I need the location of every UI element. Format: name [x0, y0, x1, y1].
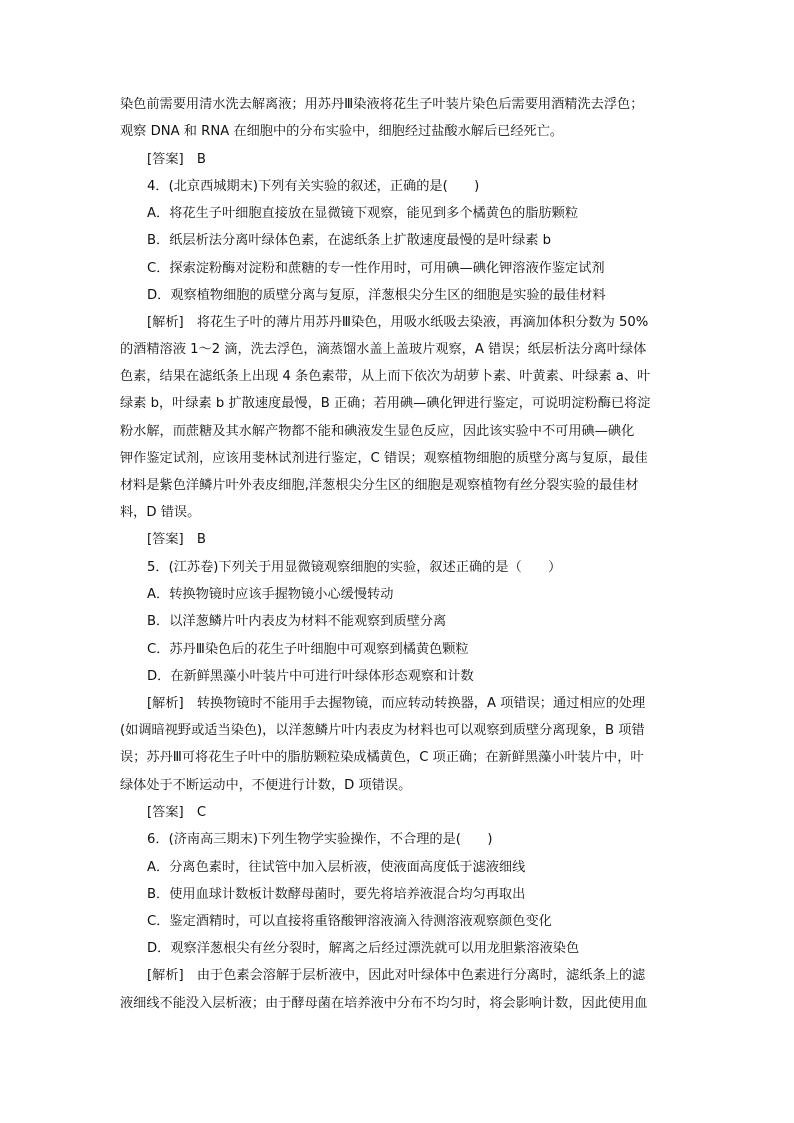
question-stem: 5．(江苏卷)下列关于用显微镜观察细胞的实验，叙述正确的是（ ） [147, 560, 562, 575]
option-d: D．在新鲜黑藻小叶装片中可进行叶绿体形态观察和计数 [147, 669, 474, 684]
answer-label: [答案] B [147, 152, 206, 167]
option-d: D．观察植物细胞的质壁分离与复原，洋葱根尖分生区的细胞是实验的最佳材料 [147, 288, 606, 303]
question-stem: 6．(济南高三期末)下列生物学实验操作，不合理的是( ) [147, 832, 493, 847]
option-b: B．使用血球计数板计数酵母菌时，要先将培养液混合均匀再取出 [147, 887, 526, 902]
analysis-line: 误；苏丹Ⅲ可将花生子叶中的脂肪颗粒染成橘黄色，C 项正确；在新鲜黑藻小叶装片中，叶 [120, 750, 644, 765]
analysis-line: [解析] 由于色素会溶解于层析液中，因此对叶绿体中色素进行分离时，滤纸条上的滤 [147, 968, 646, 983]
analysis-line: 绿体处于不断运动中，不便进行计数，D 项错误。 [120, 778, 412, 793]
option-c: C．探索淀粉酶对淀粉和蔗糖的专一性作用时，可用碘—碘化钾溶液作鉴定试剂 [147, 261, 605, 276]
answer-label: [答案] B [147, 532, 206, 547]
question-stem: 4．(北京西城期末)下列有关实验的叙述，正确的是( ) [147, 179, 480, 194]
option-c: C．鉴定酒精时，可以直接将重铬酸钾溶液滴入待测溶液观察颜色变化 [147, 914, 552, 929]
option-a: A．分离色素时，往试管中加入层析液，使液面高度低于滤液细线 [147, 860, 526, 875]
option-b: B．纸层析法分离叶绿体色素，在滤纸条上扩散速度最慢的是叶绿素 b [147, 233, 552, 248]
analysis-line: 粉水解，而蔗糖及其水解产物都不能和碘液发生显色反应，因此该实验中不可用碘—碘化 [120, 424, 635, 439]
analysis-line: [解析] 转换物镜时不能用手去握物镜，而应转动转换器，A 项错误；通过相应的处理 [147, 696, 646, 711]
option-c: C．苏丹Ⅲ染色后的花生子叶细胞中可观察到橘黄色颗粒 [147, 642, 469, 657]
analysis-line: 料，D 错误。 [120, 505, 201, 520]
answer-label: [答案] C [147, 805, 207, 820]
analysis-line: 色素，结果在滤纸条上出现 4 条色素带，从上而下依次为胡萝卜素、叶黄素、叶绿素 a、叶 [120, 369, 651, 384]
analysis-line: (如调暗视野或适当染色)，以洋葱鳞片叶内表皮为材料也可以观察到质壁分离现象，B 项错 [120, 723, 645, 738]
option-a: A．转换物镜时应该手握物镜小心缓慢转动 [147, 587, 394, 602]
option-a: A．将花生子叶细胞直接放在显微镜下观察，能见到多个橘黄色的脂肪颗粒 [147, 206, 579, 221]
analysis-line: 钾作鉴定试剂，应该用斐林试剂进行鉴定，C 错误；观察植物细胞的质壁分离与复原，最佳 [120, 451, 648, 466]
text-line: 染色前需要用清水洗去解离液；用苏丹Ⅲ染液将花生子叶装片染色后需要用酒精洗去浮色； [120, 97, 644, 112]
analysis-line: 材料是紫色洋鳞片叶外表皮细胞,洋葱根尖分生区的细胞是观察植物有丝分裂实验的最佳材 [120, 478, 639, 493]
analysis-line: 的酒精溶液 1～2 滴，洗去浮色，滴蒸馏水盖上盖玻片观察，A 错误；纸层析法分离叶绿体 [120, 342, 647, 357]
analysis-line: 绿素 b，叶绿素 b 扩散速度最慢，B 正确；若用碘—碘化钾进行鉴定，可说明淀粉酶已将淀 [120, 396, 651, 411]
text-line: 观察 DNA 和 RNA 在细胞中的分布实验中，细胞经过盐酸水解后已经死亡。 [120, 124, 564, 139]
analysis-line: [解析] 将花生子叶的薄片用苏丹Ⅲ染色，用吸水纸吸去染液，再滴加体积分数为 50% [147, 315, 649, 330]
analysis-line: 液细线不能没入层析液；由于酵母菌在培养液中分布不均匀时，将会影响计数，因此使用血 [120, 996, 648, 1011]
option-d: D．观察洋葱根尖有丝分裂时，解离之后经过漂洗就可以用龙胆紫溶液染色 [147, 941, 580, 956]
option-b: B．以洋葱鳞片叶内表皮为材料不能观察到质壁分离 [147, 614, 447, 629]
